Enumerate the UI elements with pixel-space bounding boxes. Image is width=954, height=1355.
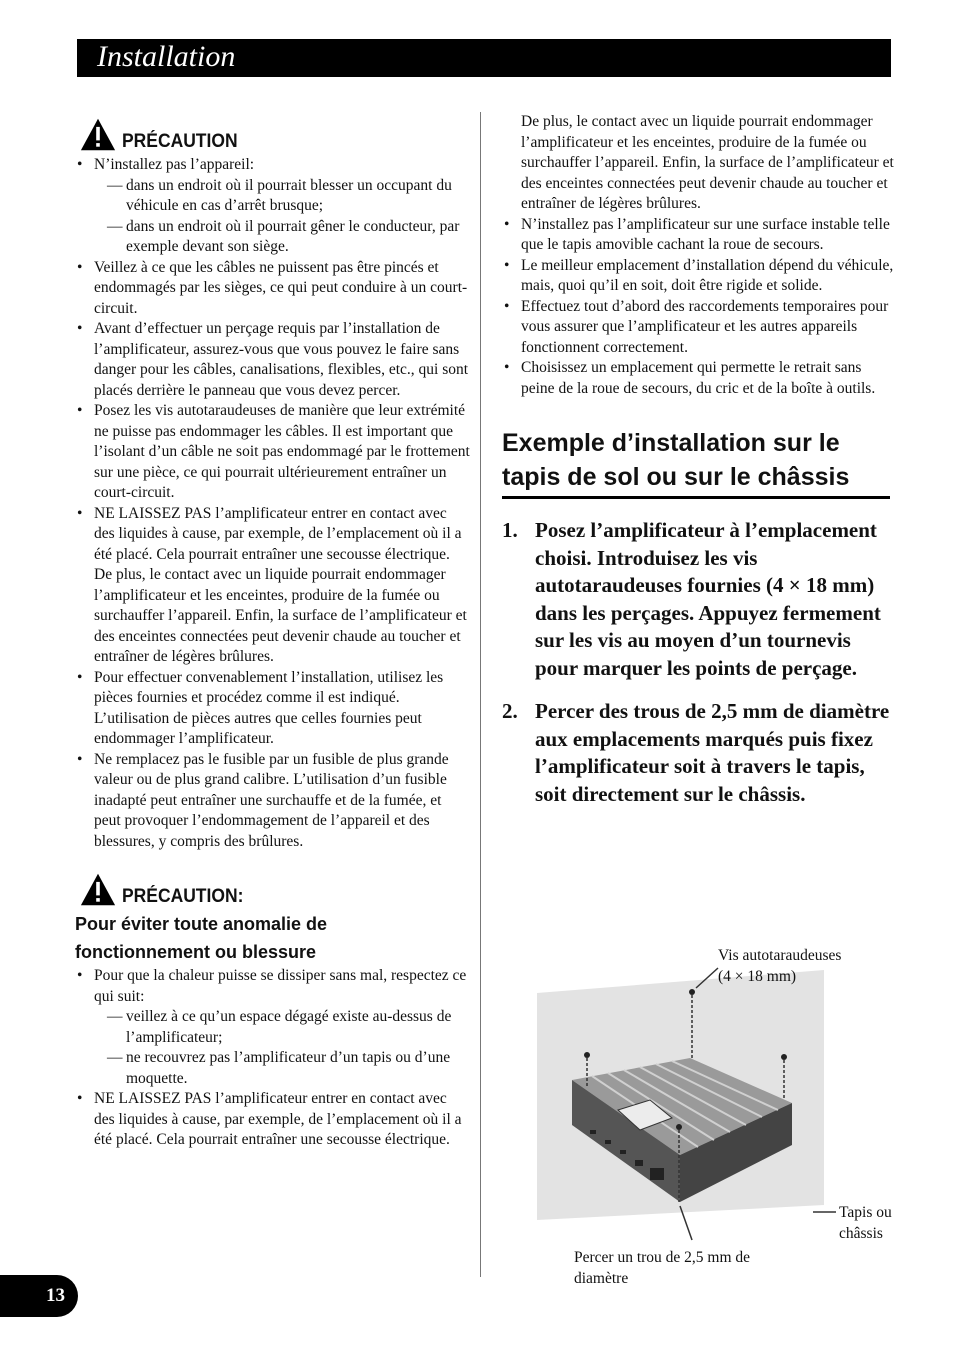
list-item: • N’installez pas l’appareil: — dans un endroit où il pourrait blesser un occupant du véhicule en cas d’arrêt brusque; — dans un endroit où il pourrait gêner le conducteur, par exemple devant son siège. bbox=[75, 155, 470, 258]
list-item: • Posez les vis autotaraudeuses de manière que leur extrémité ne puisse pas endommager les câbles. Il est important que l’isolant d’un câble ne soit pas endommagé par le frottement sur une pièce, ce qui pourrait ultérieurement entraîner un court-circuit. bbox=[75, 401, 470, 504]
sub-item: — veillez à ce qu’un espace dégagé existe au-dessus de l’amplificateur; bbox=[75, 1007, 470, 1048]
step-text: Posez l’amplificateur à l’emplacement choisi. Introduisez les vis autotaraudeuses fournies (4 × 18 mm) dans les perçages. Appuyez fermement sur les vis au moyen d’un tournevis pour marquer les points de perçage. bbox=[535, 518, 881, 680]
caution-label: PRÉCAUTION bbox=[122, 131, 238, 152]
list-item: • Ne remplacez pas le fusible par un fusible de plus grande valeur ou de plus grand calibre. L’utilisation d’un fusible inadapté peut entraîner une surchauffe et de la fumée, et peut provoquer l’endommagement de l’appareil et des blessures, y compris des brûlures. bbox=[75, 750, 470, 853]
list-item: • Le meilleur emplacement d’installation dépend du véhicule, mais, quoi qu’il en soit, doit être rigide et solide. bbox=[502, 256, 894, 297]
right-column bbox=[502, 112, 894, 824]
list-item: • Choisissez un emplacement qui permette le retrait sans peine de la roue de secours, du cric et de la boîte à outils. bbox=[502, 358, 894, 399]
step-number: 2. bbox=[502, 699, 518, 723]
sub-item: — dans un endroit où il pourrait blesser un occupant du véhicule en cas d’arrêt brusque; bbox=[75, 176, 470, 217]
list-item: • NE LAISSEZ PAS l’amplificateur entrer en contact avec des liquides à cause, par exemple, de l’emplacement où il a été placé. Cela pourrait entraîner une secousse électrique. De plus, le contact avec un liquide pourrait endommager l’amplificateur et les enceintes, produire de la fumée ou surchauffer l’appareil. Enfin, la surface de l’amplificateur et des enceintes connectées peut devenir chaude au toucher et entraîner de légères brûlures. bbox=[75, 504, 470, 668]
right-list bbox=[502, 215, 894, 400]
left-column bbox=[75, 117, 470, 1151]
caution-subtitle: Pour éviter toute anomalie de fonctionnement ou blessure bbox=[75, 914, 328, 962]
caution-list-2 bbox=[75, 966, 470, 1151]
warning-icon bbox=[80, 872, 116, 908]
list-item: • N’installez pas l’amplificateur sur une surface instable telle que le tapis amovible cachant la roue de secours. bbox=[502, 215, 894, 256]
step-item bbox=[502, 517, 894, 682]
list-item: • Effectuez tout d’abord des raccordements temporaires pour vous assurer que l’amplificateur et les autres appareils fonctionnent correctement. bbox=[502, 297, 894, 359]
caution-heading-2 bbox=[75, 868, 470, 908]
list-item: • Veillez à ce que les câbles ne puissent pas être pincés et endommagés par les sièges, ce qui peut conduire à un court-circuit. bbox=[75, 258, 470, 320]
page-title: Installation bbox=[97, 40, 236, 73]
step-number: 1. bbox=[502, 518, 518, 542]
hole-caption: Percer un trou de 2,5 mm de diamètre bbox=[574, 1249, 751, 1287]
step-item bbox=[502, 698, 894, 808]
list-item: • Pour effectuer convenablement l’installation, utilisez les pièces fournies et procédez comme il est indiqué. L’utilisation de pièces autres que celles fournies peut endommager l’amplificateur. bbox=[75, 668, 470, 750]
installation-diagram bbox=[530, 940, 910, 1290]
caution-list bbox=[75, 155, 470, 852]
continued-text: De plus, le contact avec un liquide pourrait endommager l’amplificateur et les enceintes, produire de la fumée ou surchauffer l’appareil. Enfin, la surface de l’amplificateur et des enceintes connectées peut devenir chaude au toucher et entraîner de légères brûlures. bbox=[521, 113, 894, 212]
header-bar bbox=[77, 39, 891, 77]
warning-icon bbox=[80, 117, 116, 153]
steps-list bbox=[502, 517, 894, 808]
list-item: • Pour que la chaleur puisse se dissiper sans mal, respectez ce qui suit: — veillez à ce qu’un espace dégagé existe au-dessus de l’amplificateur; — ne recouvrez pas l’amplificateur d’un tapis ou d’une moquette. bbox=[75, 966, 470, 1089]
column-divider bbox=[480, 112, 481, 1277]
page-number-tab bbox=[0, 1275, 78, 1317]
step-text: Percer des trous de 2,5 mm de diamètre aux emplacements marqués puis fixez l’amplificateur soit à travers le tapis, soit directement sur le châssis. bbox=[535, 699, 890, 806]
list-item: • Avant d’effectuer un perçage requis par l’installation de l’amplificateur, assurez-vous que vous pouvez le faire sans danger pour les câbles, canalisations, flexibles, etc., qui sont placés derrière le panneau que vous devez percer. bbox=[75, 319, 470, 401]
sub-item: — ne recouvrez pas l’amplificateur d’un tapis ou d’une moquette. bbox=[75, 1048, 470, 1089]
caution-heading bbox=[75, 113, 470, 153]
caution-label: PRÉCAUTION: bbox=[122, 886, 244, 907]
mat-caption: Tapis ou châssis bbox=[839, 1204, 892, 1242]
section-title: Exemple d’installation sur le tapis de sol ou sur le châssis bbox=[502, 426, 890, 499]
list-item: • NE LAISSEZ PAS l’amplificateur entrer en contact avec des liquides à cause, par exemple, de l’emplacement où il a été placé. Cela pourrait entraîner une secousse électrique. bbox=[75, 1089, 470, 1151]
screws-caption: Vis autotaraudeuses (4 × 18 mm) bbox=[718, 947, 842, 985]
page-number: 13 bbox=[46, 1285, 65, 1306]
sub-item: — dans un endroit où il pourrait gêner le conducteur, par exemple devant son siège. bbox=[75, 217, 470, 258]
